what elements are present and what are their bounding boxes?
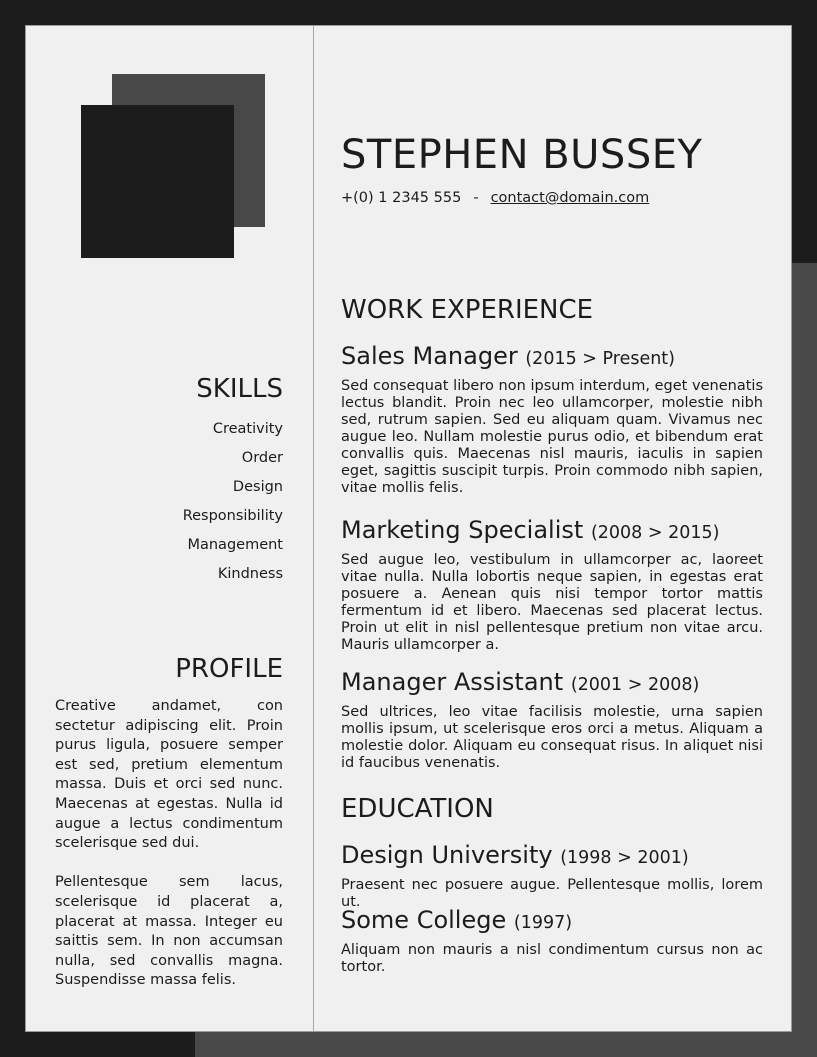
education-section (341, 792, 763, 976)
job-title-text: Manager Assistant (341, 668, 564, 696)
column-divider (313, 26, 314, 1031)
job-description: Sed augue leo, vestibulum in ullamcorper ac, laoreet vitae nulla. Nulla lobortis neque sapien, in egestas erat posuere a. Aenean quis nisi tempor tortor mattis fermentum id et libero. Maecenas sed placerat lectus. Proin ut elit in nisl pellentesque pretium non vitae arcu. Mauris ullamcorper a. (341, 552, 763, 653)
profile-heading: PROFILE (175, 654, 283, 684)
resume-page (25, 25, 792, 1032)
job-title-text: Sales Manager (341, 342, 518, 370)
job-dates: (2015 > Present) (525, 349, 675, 369)
skill-list (55, 415, 283, 589)
skill-item: Order (241, 450, 283, 466)
education-entry (341, 840, 763, 910)
contact-separator: - (473, 190, 479, 206)
job-title-text: Marketing Specialist (341, 516, 584, 544)
candidate-name: STEPHEN BUSSEY (341, 132, 703, 178)
job-entry (341, 341, 763, 497)
logo-square-front (81, 105, 234, 258)
job-description: Sed ultrices, leo vitae facilisis molestie, urna sapien mollis ipsum, ut scelerisque eros orci a metus. Aliquam a molestie dolor. Aliquam eu consequat risus. In aliquet nisi id faucibus venenatis. (341, 704, 763, 771)
job-title (341, 341, 763, 374)
education-entry (341, 905, 763, 976)
skills-section (55, 371, 283, 589)
work-experience-heading: WORK EXPERIENCE (341, 295, 594, 325)
skill-item: Creativity (212, 421, 283, 437)
job-title (341, 515, 763, 548)
email-link[interactable]: contact@domain.com (490, 190, 650, 206)
skill-item: Responsibility (182, 508, 283, 524)
profile-paragraph: Pellentesque sem lacus, scelerisque id placerat a, placerat at massa. Integer eu saittis sem. In non accumsan nulla, sed convallis magna. Suspendisse massa felis. (55, 874, 283, 989)
background-band-right (792, 263, 817, 1057)
education-title-text: Some College (341, 906, 507, 934)
job-dates: (2001 > 2008) (570, 675, 700, 695)
job-dates: (2008 > 2015) (590, 523, 720, 543)
skills-heading: SKILLS (196, 374, 283, 404)
education-description: Aliquam non mauris a nisl condimentum cursus non ac tortor. (341, 942, 763, 975)
education-dates: (1998 > 2001) (560, 848, 689, 868)
education-description: Praesent nec posuere augue. Pellentesque mollis, lorem ut. (341, 877, 763, 910)
work-experience-section (341, 293, 763, 772)
education-dates: (1997) (513, 913, 573, 933)
phone-number: +(0) 1 2345 555 (341, 190, 462, 206)
skill-item: Design (232, 479, 283, 495)
education-title (341, 840, 763, 873)
education-title-text: Design University (341, 841, 553, 869)
job-description: Sed consequat libero non ipsum interdum, eget venenatis lectus blandit. Proin nec leo ullamcorper, molestie nibh sed, rutrum sapien. Sed eu aliquam quam. Vivamus nec augue leo. Nullam molestie purus odio, et bibendum erat convallis quis. Maecenas nisl mauris, iaculis in sapien eget, sagittis suscipit turpis. Proin commodo nibh sapien, vitae mollis felis. (341, 378, 763, 496)
skill-item: Kindness (217, 566, 283, 582)
background-band-bottom (195, 1032, 817, 1057)
contact-line (341, 188, 763, 208)
skill-item: Management (187, 537, 283, 553)
profile-paragraph: Creative andamet, con sectetur adipiscing elit. Proin purus ligula, posuere semper est sed, pretium elementum massa. Duis et orci sed nunc. Maecenas at egestas. Nulla id augue a lectus condimentum scelerisque sed dui. (55, 698, 283, 852)
job-entry (341, 667, 763, 772)
education-title (341, 905, 763, 938)
job-title (341, 667, 763, 700)
job-entry (341, 515, 763, 654)
profile-section (55, 651, 283, 991)
education-heading: EDUCATION (341, 794, 494, 824)
